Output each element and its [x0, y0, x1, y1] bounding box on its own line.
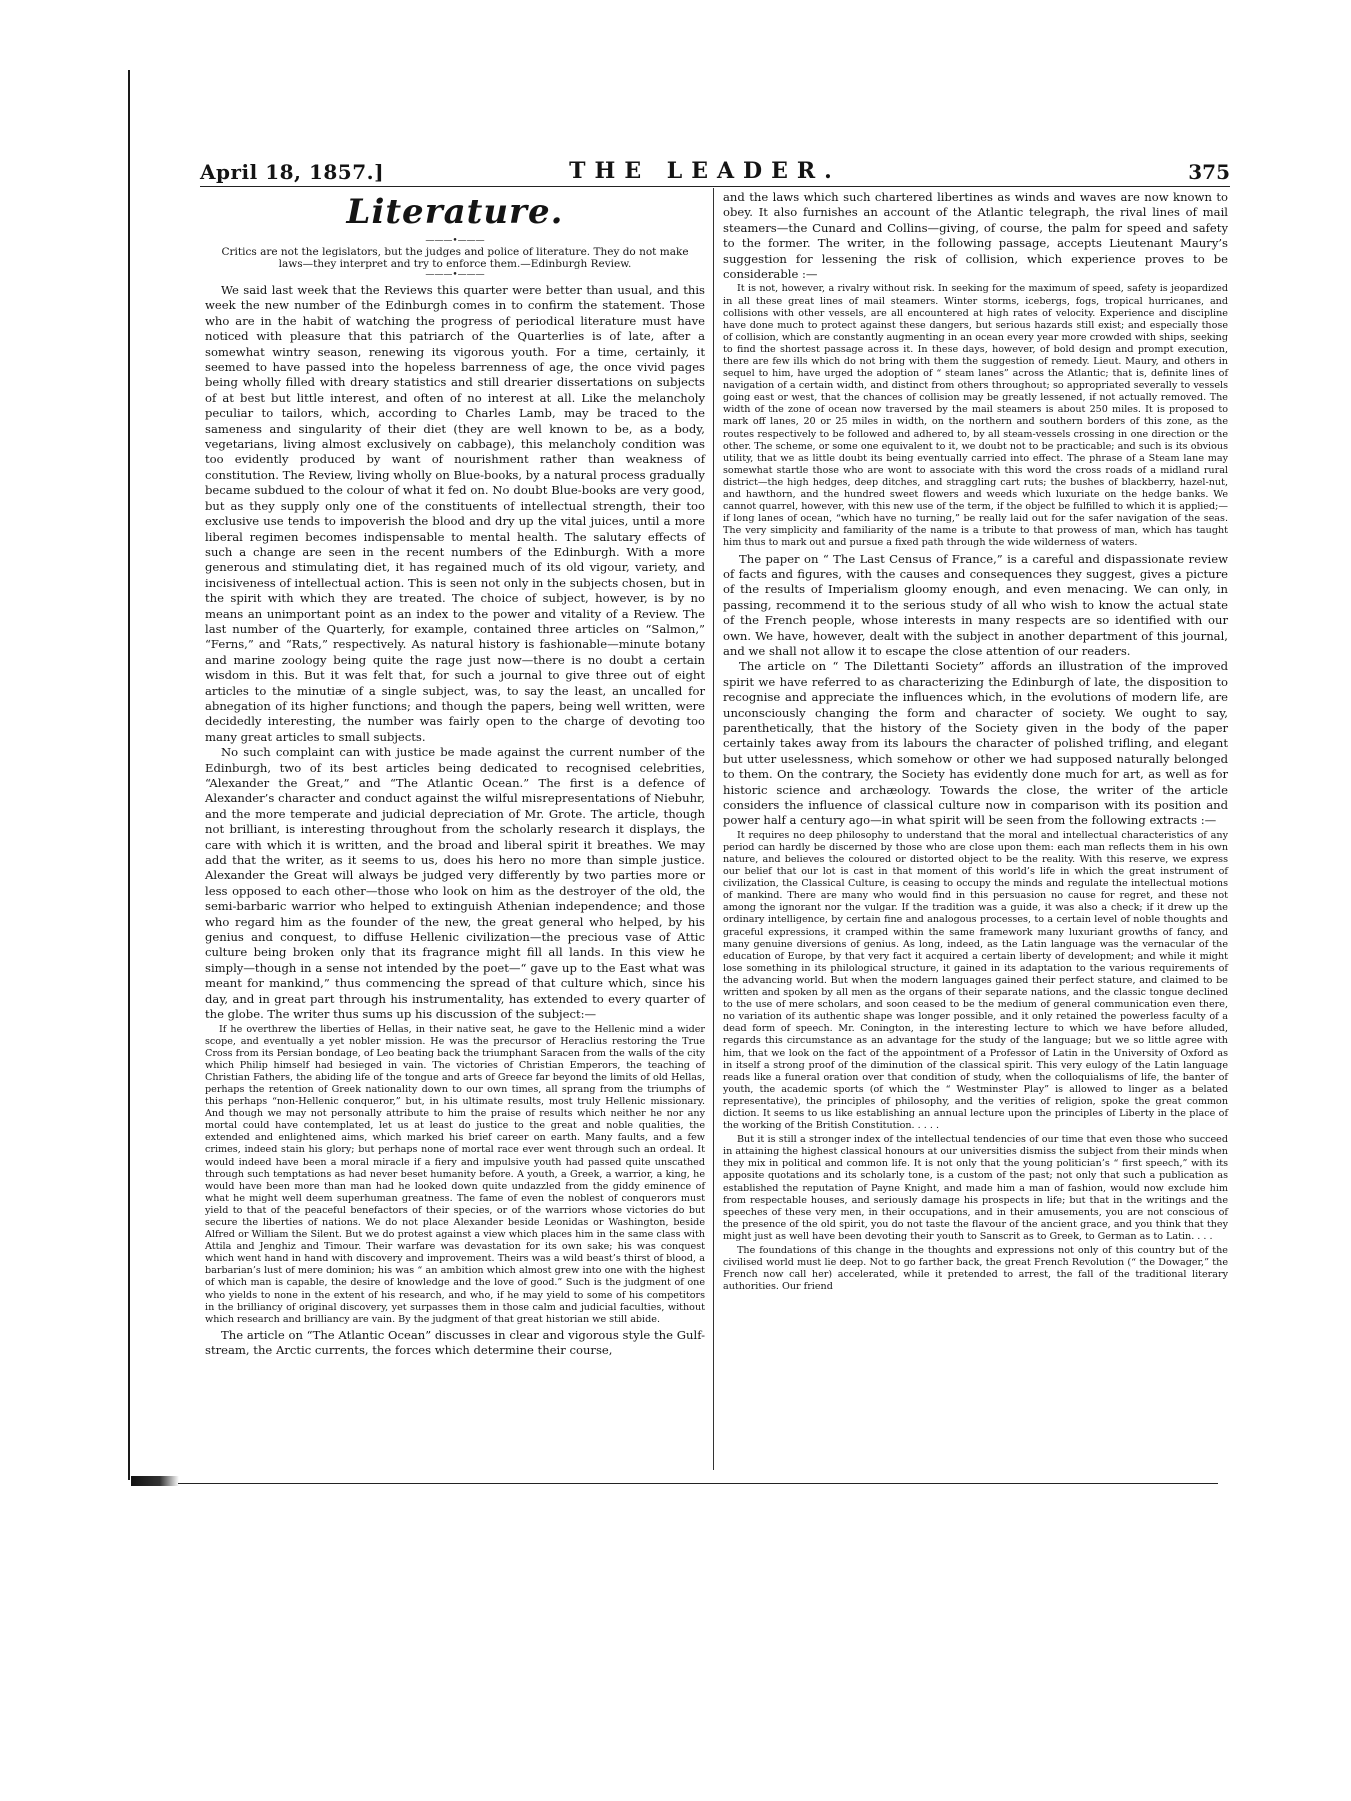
column-divider	[713, 188, 714, 1470]
paragraph: The article on “ The Dilettanti Society” affords an illustration of the improved spirit we have referred to as characterizing the Edinburgh of late, the disposition to recognise and appreciate the influences which, in the evolutions of modern life, are unconsciously changing the form and character of society. We ought to say, parenthetically, that the history of the Society given in the body of the paper certainly takes away from its labours the character of polished trifling, and elegant but utter uselessness, which somehow or other we had supposed naturally belonged to them. On the contrary, the Society has evidently done much for art, as well as for historic science and archæology. Towards the close, the writer of the article considers the influence of classical culture now in comparison with its position and power half a century ago—in what spirit will be seen from the following extracts :—	[723, 659, 1228, 828]
block-quote: But it is still a stronger index of the intellectual tendencies of our time that even those who succeed in attaining the highest classical honours at our universities dismiss the subject from their minds when they mix in political and common life. It is not only that the young politician’s “ first speech,” with its apposite quotations and its scholarly tone, is a custom of the past; not only that such a publication as established the reputation of Payne Knight, and made him a man of fashion, would now exclude him from respectable houses, and seriously damage his prospects in life; but that in the writings and the speeches of these very men, in their occupations, and in their amusements, you are not conscious of the presence of the old spirit, you do not taste the flavour of the ancient grace, and you think that they might just as well have been devoting their youth to Sanscrit as to Greek, to German as to Latin. . . .	[723, 1134, 1228, 1242]
block-quote: If he overthrew the liberties of Hellas, in their native seat, he gave to the Hellenic mind a wider scope, and eventually a yet nobler mission. He was the precursor of Heraclius restoring the True Cross from its Persian bondage, of Leo beating back the triumphant Saracen from the walls of the city which Philip himself had besieged in vain. The victories of Christian Emperors, the teaching of Christian Fathers, the abiding life of the tongue and arts of Greece far beyond the limits of old Hellas, perhaps the retention of Greek nationality down to our own times, all sprang from the triumphs of this perhaps “non-Hellenic conqueror,” but, in his ultimate results, most truly Hellenic missionary. And though we may not personally attribute to him the praise of results which neither he nor any mortal could have contemplated, let us at least do justice to the great and noble qualities, the extended and enlightened aims, which marked his brief career on earth. Many faults, and a few crimes, indeed stain his glory; but perhaps none of mortal race ever went through such an ordeal. It would indeed have been a moral miracle if a fiery and impulsive youth had passed quite unscathed through such temptations as had never beset humanity before. A youth, a Greek, a warrior, a king, he would have been more than man had he looked down quite undazzled from the giddy eminence of what he might well deem superhuman greatness. The fame of even the noblest of conquerors must yield to that of the peaceful benefactors of their species, or of the warriors whose victories do but secure the liberties of nations. We do not place Alexander beside Leonidas or Washington, beside Alfred or William the Silent. But we do protest against a view which places him in the same class with Attila and Jenghiz and Timour. Their warfare was devastation for its own sake; his was conquest which went hand in hand with discovery and improvement. Theirs was a wild beast’s thirst of blood, a barbarian’s lust of mere dominion; his was “ an ambition which almost grew into one with the highest of which man is capable, the desire of knowledge and the love of good.” Such is the judgment of one who yields to none in the extent of his research, and who, if he may yield to some of his competitors in the brilliancy of original discovery, yet surpasses them in those calm and judicial faculties, without which research and brilliancy are vain. By the judgment of that great historian we still abide.	[205, 1023, 705, 1325]
ornament-bottom: ———•———	[425, 270, 485, 280]
block-quote: It requires no deep philosophy to understand that the moral and intellectual characteristics of any period can hardly be discerned by those who are close upon them: each man reflects them in his own nature, and believes the coloured or distorted object to be the reality. With this reserve, we express our belief that our lot is cast in that moment of this world’s life in which the great instrument of civilization, the Classical Culture, is ceasing to occupy the minds and regulate the intellectual motions of mankind. There are many who would find in this persuasion no cause for regret, and these not among the ignorant nor the vulgar. If the tradition was a guide, it was also a check; if it drew up the ordinary intelligence, by certain fine and analogous processes, to a certain level of noble thoughts and graceful expressions, it cramped within the same framework many luxuriant growths of fancy, and many genuine diversions of genius. As long, indeed, as the Latin language was the vernacular of the education of Europe, by that very fact it acquired a certain liberty of development; and while it might lose something in its philological structure, it gained in its adaptation to the various requirements of the advancing world. But when the modern languages gained their perfect stature, and claimed to be written and spoken by all men as the organs of their separate nations, and the classic tongue declined to the use of mere scholars, and soon ceased to be the medium of general communication even there, no variation of its authentic shape was longer possible, and it only retained the powerless faculty of a dead form of speech. Mr. Conington, in the interesting lecture to which we have before alluded, regards this circumstance as an advantage for the study of the language; but we so little agree with him, that we look on the fact of the appointment of a Professor of Latin in the University of Oxford as in itself a strong proof of the diminution of the classical spirit. This very eulogy of the Latin language reads like a funeral oration over that condition of study, when the colloquialisms of life, the banter of youth, the academic sports (of which the “ Westminster Play” is allowed to linger as a belated representative), the principles of philosophy, and the verities of religion, spoke the great common diction. It seems to us like establishing an annual lecture upon the principles of Liberty in the place of the working of the British Constitution. . . . .	[723, 829, 1228, 1132]
header-date: April 18, 1857.]	[200, 160, 385, 184]
section-title: Literature.	[346, 192, 564, 232]
paragraph: No such complaint can with justice be made against the current number of the Edinburgh, two of its best articles being dedicated to recognised celebrities, “Alexander the Great,” and “The Atlantic Ocean.” The first is a defence of Alexander’s character and conduct against the wilful misrepresentations of Niebuhr, and the more temperate and judicial depreciation of Mr. Grote. The article, though not brilliant, is interesting throughout from the scholarly research it displays, the care with which it is written, and the broad and liberal spirit it breathes. We may add that the writer, as it seems to us, does his hero no more than simple justice. Alexander the Great will always be judged very differently by two parties more or less opposed to each other—those who look on him as the destroyer of the old, the semi-barbaric warrior who helped to extinguish Athenian independence; and those who regard him as the founder of the new, the great general who helped, by his genius and conquest, to diffuse Hellenic civilization—the precious vase of Attic culture being broken only that its fragrance might fill all lands. In this view he simply—though in a sense not intended by the poet—“ gave up to the East what was meant for mankind,” thus commencing the spread of that culture which, since his day, and in great part through his instrumentality, has extended to every quarter of the globe. The writer thus sums up his discussion of the subject:—	[205, 745, 705, 1022]
paragraph: The article on “The Atlantic Ocean” discusses in clear and vigorous style the Gulf-stream, the Arctic currents, the forces which determine their course,	[205, 1327, 705, 1358]
header-rule	[200, 186, 1230, 187]
epigraph: Critics are not the legislators, but the judges and police of literature. They do not make laws—they interpret and try to enforce them.—Edinburgh Review.	[221, 246, 689, 270]
block-quote: The foundations of this change in the thoughts and expressions not only of this country but of the civilised world must lie deep. Not to go farther back, the great French Revolution (“ the Dowager,” the French now call her) accelerated, while it pretended to arrest, the fall of the traditional literary authorities. Our friend	[723, 1245, 1228, 1293]
margin-rule	[128, 70, 130, 1480]
block-quote: It is not, however, a rivalry without risk. In seeking for the maximum of speed, safety is jeopardized in all these great lines of mail steamers. Winter storms, icebergs, fogs, tropical hurricanes, and collisions with other vessels, are all encountered at high rates of velocity. Experience and discipline have done much to protect against these dangers, but serious hazards still exist; and especially those of collision, which are constantly augmenting in an ocean every year more crowded with ships, seeking to find the shortest passage across it. In these days, however, of bold design and prompt execution, there are few ills which do not bring with them the suggestion of remedy. Lieut. Maury, and others in sequel to him, have urged the adoption of “ steam lanes” across the Atlantic; that is, definite lines of navigation of a certain width, and distinct from others throughout; so appropriated severally to vessels going east or west, that the chances of collision may be greatly lessened, if not actually removed. The width of the zone of ocean now traversed by the mail steamers is about 250 miles. It is proposed to mark off lanes, 20 or 25 miles in width, on the northern and southern borders of this zone, as the routes respectively to be followed and adhered to, by all steam-vessels crossing in one direction or the other. The scheme, or some one equivalent to it, we doubt not to be practicable; and such is its obvious utility, that we as little doubt its being eventually carried into effect. The phrase of a Steam lane may somewhat startle those who are wont to associate with this word the cross roads of a midland rural district—the high hedges, deep ditches, and straggling cart ruts; the bushes of blackberry, hazel-nut, and hawthorn, and the hundred sweet flowers and weeds which luxuriate on the hedge banks. We cannot quarrel, however, with this new use of the term, if the object be fulfilled to which it is applied;—if long lanes of ocean, “which have no turning,” be really laid out for the safer navigation of the seas. The very simplicity and familiarity of the name is a tribute to that prowess of man, which has taught him thus to mark out and pursue a fixed path through the wide wilderness of waters.	[723, 283, 1228, 549]
header-title: THE LEADER.	[569, 158, 841, 184]
page-header	[200, 160, 1230, 186]
paragraph: We said last week that the Reviews this quarter were better than usual, and this week the new number of the Edinburgh comes in to confirm the statement. Those who are in the habit of watching the progress of periodical literature must have noticed with pleasure that this patriarch of the Quarterlies is of late, after a somewhat wintry season, renewing its vigorous youth. For a time, certainly, it seemed to have passed into the hopeless barrenness of age, the once vivid pages being wholly filled with dreary statistics and still drearier dissertations on subjects of at best but little interest, and often of no interest at all. Like the melancholy peculiar to tailors, which, according to Charles Lamb, may be traced to the sameness and singularity of their diet (they are well known to be, as a body, vegetarians, living almost exclusively on cabbage), this melancholy condition was too evidently produced by want of nourishment rather than weakness of constitution. The Review, living wholly on Blue-books, by a natural process gradually became subdued to the colour of what it fed on. No doubt Blue-books are very good, but as they supply only one of the constituents of intellectual strength, their too exclusive use tends to impoverish the blood and dry up the vital juices, until a more liberal regimen becomes indispensable to mental health. The salutary effects of such a change are seen in the recent numbers of the Edinburgh. With a more generous and stimulating diet, it has regained much of its old vigour, variety, and incisiveness of intellectual action. This is seen not only in the subjects chosen, but in the spirit with which they are treated. The choice of subject, however, is by no means an unimportant point as an index to the power and vitality of a Review. The last number of the Quarterly, for example, contained three articles on “Salmon,” “Ferns,” and “Rats,” respectively. As natural history is fashionable—minute botany and marine zoology being quite the rage just now—there is no doubt a certain wisdom in this. But it was felt that, for such a journal to give three out of eight articles to the minutiæ of a single subject, was, to say the least, an uncalled for abnegation of its higher functions; and though the papers, being well written, were decidedly interesting, the number was fairly open to the charge of devoting too many great articles to small subjects.	[205, 283, 705, 744]
paragraph: The paper on “ The Last Census of France,” is a careful and dispassionate review of facts and figures, with the causes and consequences they suggest, gives a picture of the results of Imperialism gloomy enough, and even menacing. We can only, in passing, recommend it to the serious study of all who wish to know the actual state of the French people, whose interests in many respects are so identified with our own. We have, however, dealt with the subject in another department of this journal, and we shall not allow it to escape the close attention of our readers.	[723, 551, 1228, 658]
margin-mark	[131, 1476, 179, 1486]
left-column	[205, 190, 705, 1359]
bottom-rule	[178, 1483, 1218, 1484]
page-number: 375	[1188, 160, 1230, 184]
right-column	[723, 190, 1228, 1295]
paragraph: and the laws which such chartered libertines as winds and waves are now known to obey. It also furnishes an account of the Atlantic telegraph, the rival lines of mail steamers—the Cunard and Collins—giving, of course, the palm for speed and safety to the former. The writer, in the following passage, accepts Lieutenant Maury’s suggestion for lessening the risk of collision, which experience proves to be considerable :—	[723, 190, 1228, 282]
ornament-top: ———•———	[425, 236, 485, 246]
